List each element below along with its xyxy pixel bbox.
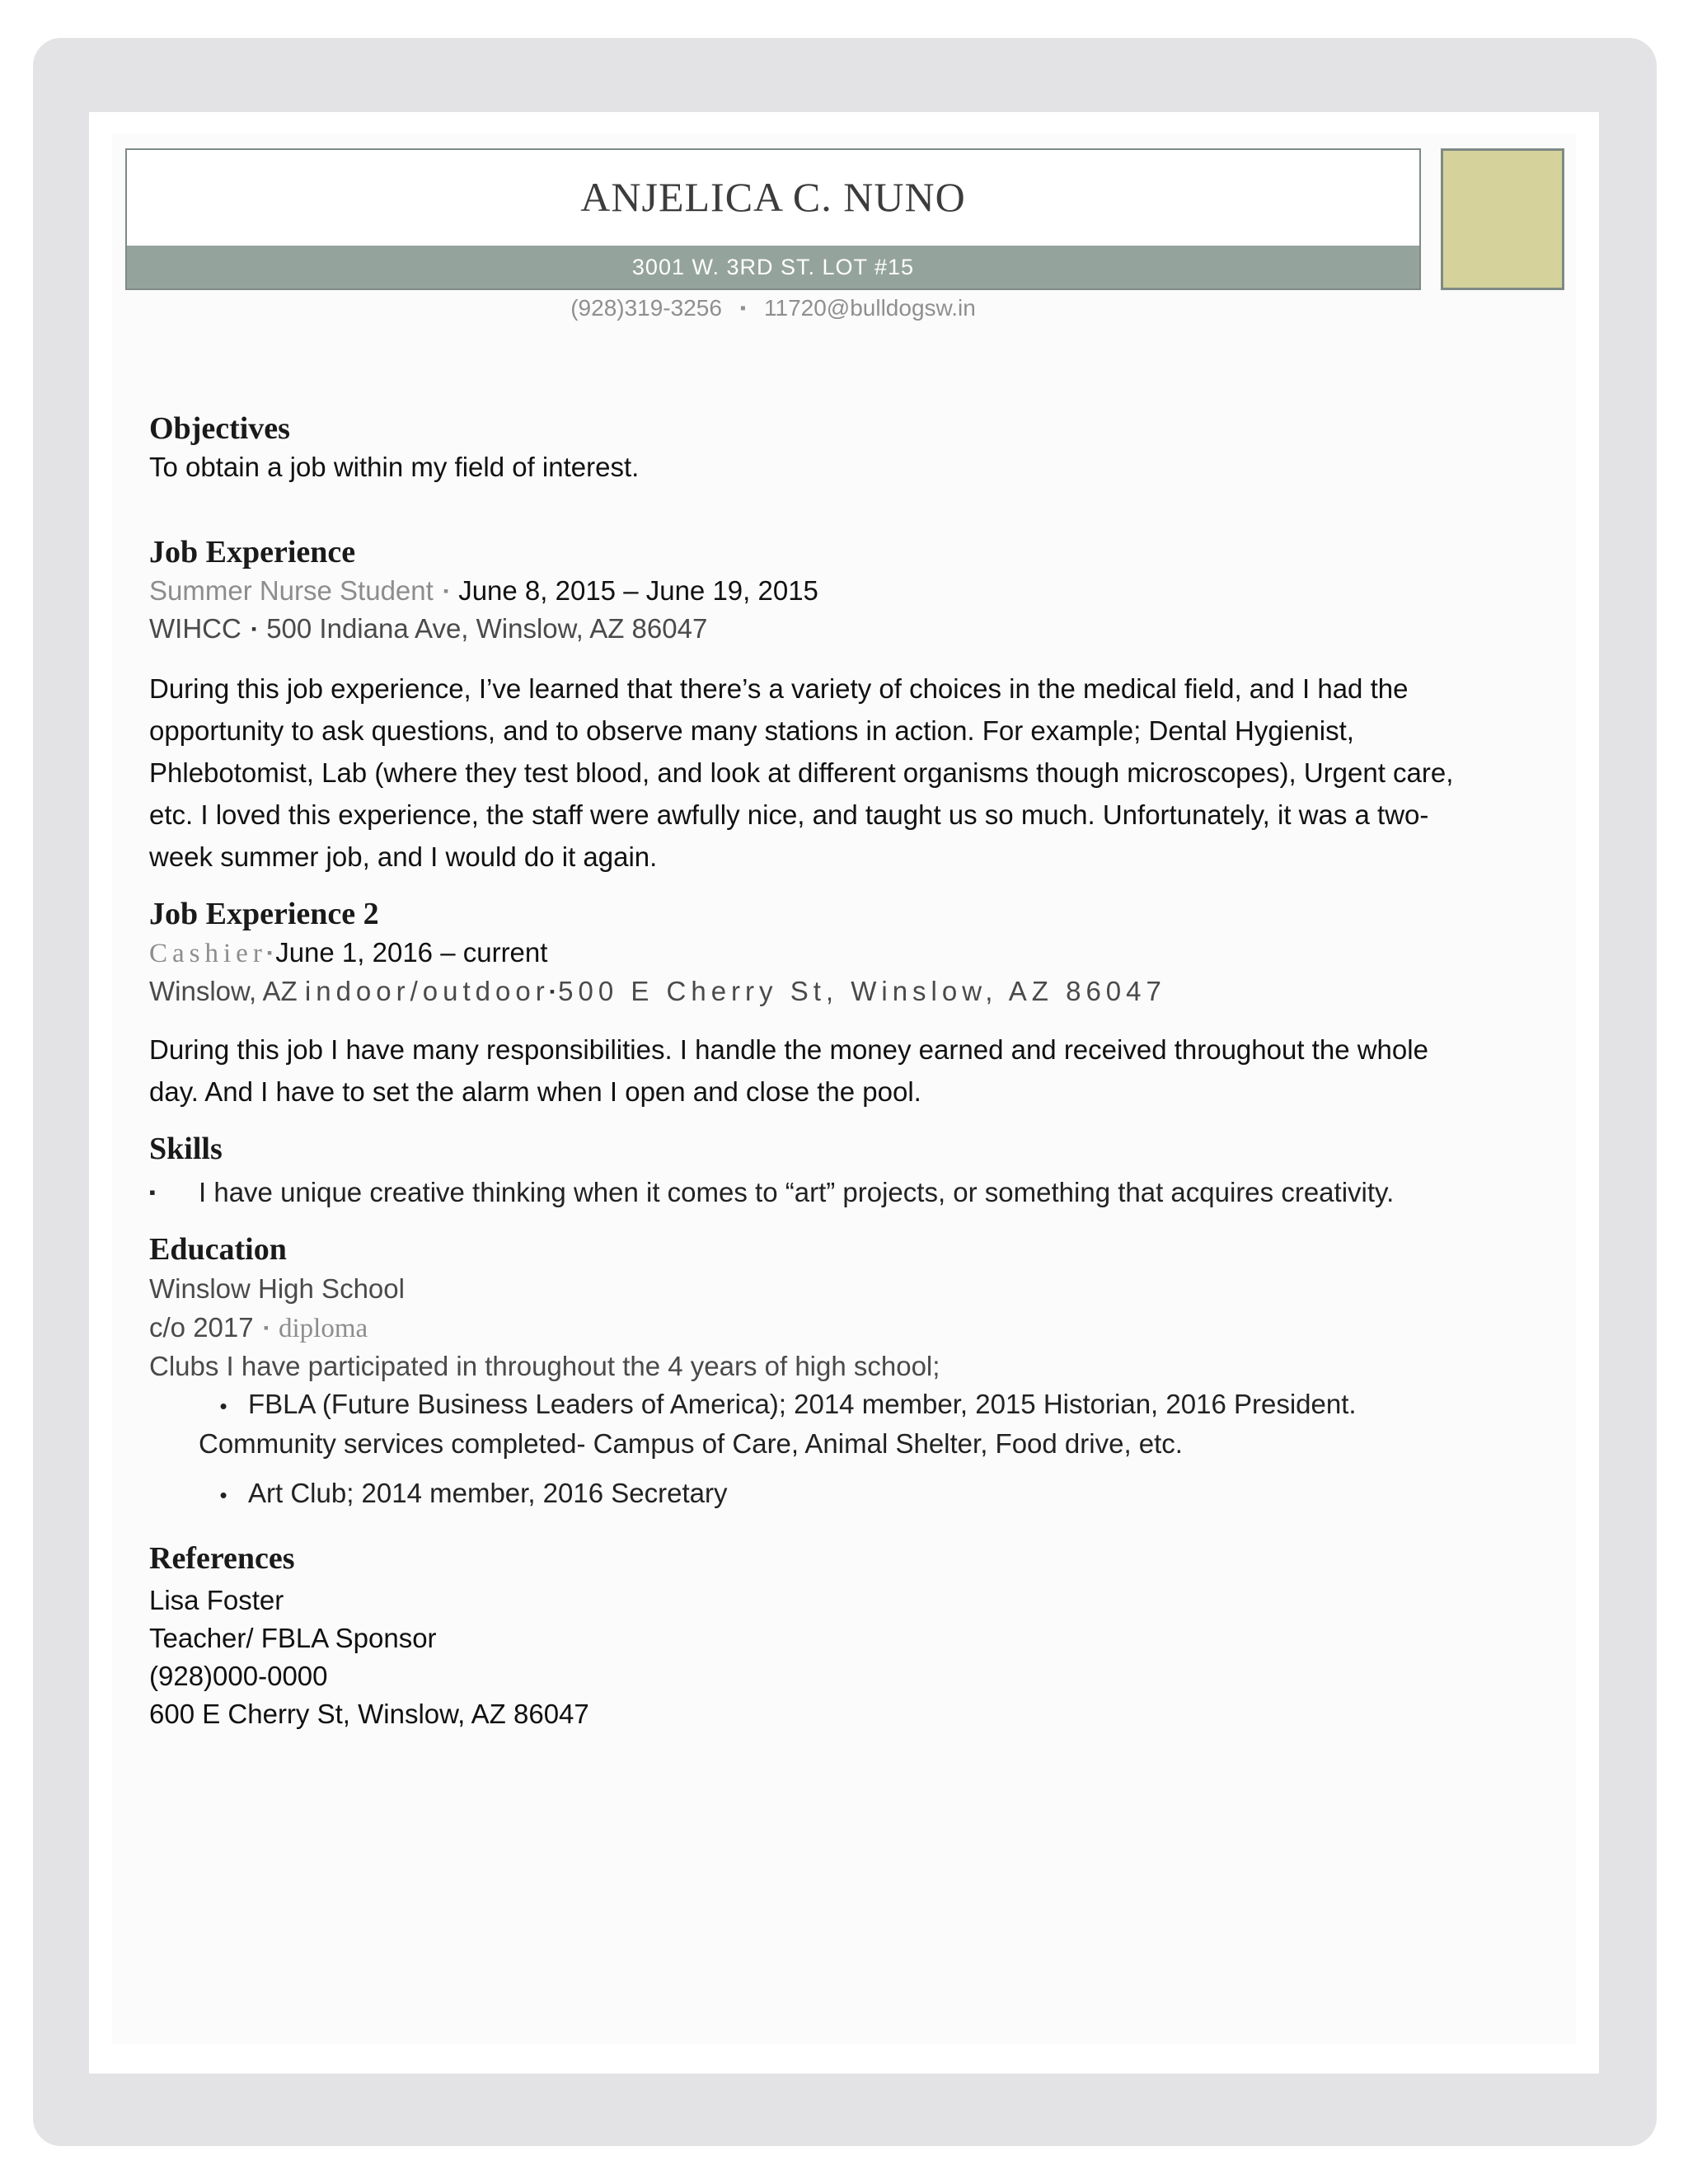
objectives-text: To obtain a job within my field of interest. bbox=[149, 452, 640, 482]
education-class-line bbox=[149, 1309, 1550, 1347]
email: 11720@bulldogsw.in bbox=[764, 295, 976, 321]
job2-location-line bbox=[149, 972, 1550, 1010]
job2-setting: indoor/outdoor bbox=[304, 976, 550, 1006]
separator: ▪ bbox=[443, 583, 449, 599]
job1-dates: June 8, 2015 – June 19, 2015 bbox=[458, 575, 818, 606]
education-class: c/o 2017 bbox=[149, 1312, 254, 1343]
job2-title: Cashier bbox=[149, 939, 267, 968]
skill-text: I have unique creative thinking when it comes to “art” projects, or something that acquires creativity. bbox=[199, 1177, 1395, 1207]
job1-employer-line bbox=[149, 610, 1550, 648]
reference-name: Lisa Foster bbox=[149, 1585, 284, 1615]
club-item bbox=[149, 1474, 1550, 1514]
description-line: During this job experience, I’ve learned that there’s a variety of choices in the medical field, and I had the bbox=[149, 673, 1409, 704]
separator: ▪ bbox=[739, 299, 747, 317]
reference-role: Teacher/ FBLA Sponsor bbox=[149, 1623, 437, 1653]
description-line: opportunity to ask questions, and to observe many stations in action. For example; Dental Hygienist, bbox=[149, 715, 1354, 746]
club-text: FBLA (Future Business Leaders of America); 2014 member, 2015 Historian, 2016 President. bbox=[248, 1389, 1357, 1419]
skills-heading: Skills bbox=[149, 1132, 223, 1166]
objectives-heading: Objectives bbox=[149, 411, 290, 446]
job1-address: 500 Indiana Ave, Winslow, AZ 86047 bbox=[266, 613, 708, 644]
reference-address: 600 E Cherry St, Winslow, AZ 86047 bbox=[149, 1699, 589, 1729]
description-line: During this job I have many responsibilities. I handle the money earned and received throughout the whole bbox=[149, 1034, 1428, 1065]
education-school: Winslow High School bbox=[149, 1273, 405, 1304]
job1-title: Summer Nurse Student bbox=[149, 575, 434, 606]
description-line: week summer job, and I would do it again. bbox=[149, 841, 658, 872]
bullet: • bbox=[219, 1394, 227, 1418]
job2-address: 500 E Cherry St, Winslow, AZ 86047 bbox=[558, 976, 1166, 1006]
resume-name: ANJELICA C. NUNO bbox=[580, 174, 966, 220]
accent-square bbox=[1441, 148, 1564, 290]
education-degree: diploma bbox=[279, 1314, 368, 1343]
reference-phone: (928)000-0000 bbox=[149, 1661, 328, 1691]
job1-title-line bbox=[149, 572, 1550, 610]
name-header-box bbox=[125, 148, 1421, 290]
club-text: Art Club; 2014 member, 2016 Secretary bbox=[248, 1478, 728, 1508]
club-item bbox=[149, 1385, 1550, 1425]
bullet: ▪ bbox=[149, 1182, 156, 1202]
club-item-continued: Community services completed- Campus of Care, Animal Shelter, Food drive, etc. bbox=[199, 1428, 1183, 1459]
job-experience-2-heading: Job Experience 2 bbox=[149, 897, 379, 931]
separator: ▪ bbox=[251, 621, 257, 637]
separator: ▪ bbox=[266, 944, 273, 961]
description-line: etc. I loved this experience, the staff were awfully nice, and taught us so much. Unfortunately, it was a two- bbox=[149, 799, 1429, 830]
job2-title-line bbox=[149, 934, 1550, 972]
resume-content bbox=[149, 409, 1550, 1733]
job2-description bbox=[149, 1029, 1550, 1113]
phone: (928)319-3256 bbox=[570, 295, 722, 321]
separator: ▪ bbox=[549, 983, 556, 1000]
job1-employer: WIHCC bbox=[149, 613, 241, 644]
references-heading: References bbox=[149, 1541, 295, 1576]
education-heading: Education bbox=[149, 1232, 287, 1267]
job1-description bbox=[149, 668, 1550, 878]
contact-line bbox=[125, 295, 1421, 321]
job2-location: Winslow, AZ bbox=[149, 976, 298, 1006]
clubs-intro: Clubs I have participated in throughout the 4 years of high school; bbox=[149, 1351, 940, 1381]
skill-item bbox=[149, 1174, 1550, 1212]
job2-dates: June 1, 2016 – current bbox=[275, 937, 548, 968]
separator: ▪ bbox=[263, 1319, 269, 1336]
description-line: day. And I have to set the alarm when I open and close the pool. bbox=[149, 1076, 921, 1107]
job-experience-heading: Job Experience bbox=[149, 535, 356, 569]
address-bar: 3001 W. 3RD ST. LOT #15 bbox=[127, 246, 1419, 288]
bullet: • bbox=[219, 1483, 227, 1507]
description-line: Phlebotomist, Lab (where they test blood, and look at different organisms though microscopes), Urgent care, bbox=[149, 757, 1454, 788]
